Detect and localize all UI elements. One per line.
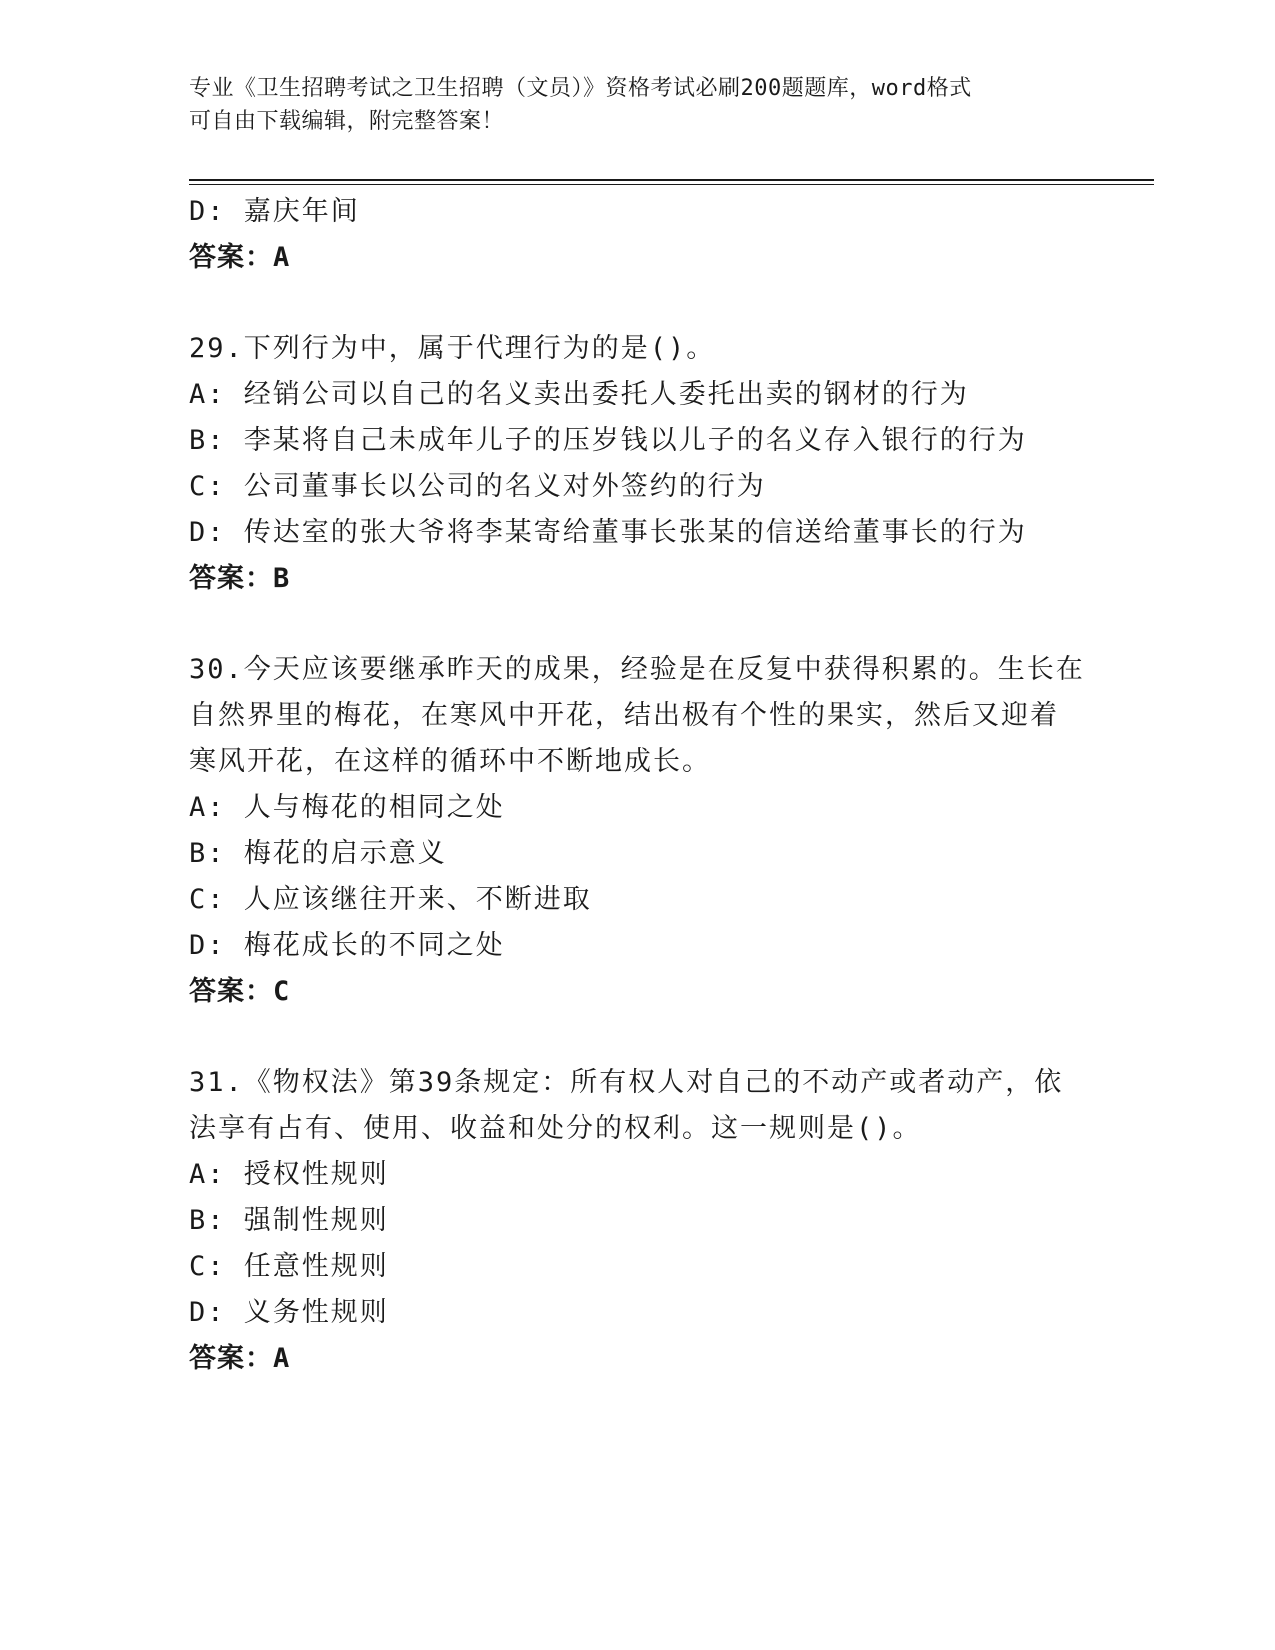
header-line-1: 专业《卫生招聘考试之卫生招聘（文员）》资格考试必刷200题题库，word格式 [189, 76, 972, 101]
question-28 [189, 189, 1089, 281]
option-d: D: 嘉庆年间 [189, 196, 360, 227]
answer: 答案：C [189, 976, 291, 1007]
option-b: B: 梅花的启示意义 [189, 838, 447, 869]
option-a: A: 人与梅花的相同之处 [189, 792, 505, 823]
spacer [189, 1015, 1089, 1060]
option-a: A: 授权性规则 [189, 1159, 389, 1190]
header-line-2: 可自由下载编辑，附完整答案！ [189, 109, 505, 134]
spacer [189, 602, 1089, 647]
answer: 答案：A [189, 1343, 291, 1374]
option-c: C: 公司董事长以公司的名义对外签约的行为 [189, 471, 766, 502]
option-d: D: 传达室的张大爷将李某寄给董事长张某的信送给董事长的行为 [189, 517, 1027, 548]
answer: 答案：A [189, 242, 291, 273]
question-30 [189, 647, 1089, 1015]
question-stem-line-1: 30.今天应该要继承昨天的成果，经验是在反复中获得积累的。生长在 [189, 654, 1085, 685]
header-rule-thick [189, 179, 1154, 181]
question-stem-line-2: 法享有占有、使用、收益和处分的权利。这一规则是()。 [189, 1113, 922, 1144]
question-31 [189, 1060, 1089, 1382]
option-a: A: 经销公司以自己的名义卖出委托人委托出卖的钢材的行为 [189, 379, 969, 410]
question-stem: 29.下列行为中，属于代理行为的是()。 [189, 333, 716, 364]
option-b: B: 李某将自己未成年儿子的压岁钱以儿子的名义存入银行的行为 [189, 425, 1027, 456]
option-b: B: 强制性规则 [189, 1205, 389, 1236]
question-29 [189, 326, 1089, 602]
option-d: D: 义务性规则 [189, 1297, 389, 1328]
spacer [189, 281, 1089, 326]
header-rule-thin [189, 184, 1154, 185]
question-stem-line-3: 寒风开花，在这样的循环中不断地成长。 [189, 746, 711, 777]
question-stem-line-2: 自然界里的梅花，在寒风中开花，结出极有个性的果实，然后又迎着 [189, 700, 1059, 731]
option-d: D: 梅花成长的不同之处 [189, 930, 505, 961]
answer: 答案：B [189, 563, 291, 594]
question-list [189, 189, 1089, 1382]
document-header [189, 72, 1089, 138]
option-c: C: 人应该继往开来、不断进取 [189, 884, 592, 915]
question-stem-line-1: 31.《物权法》第39条规定：所有权人对自己的不动产或者动产，依 [189, 1067, 1064, 1098]
option-c: C: 任意性规则 [189, 1251, 389, 1282]
